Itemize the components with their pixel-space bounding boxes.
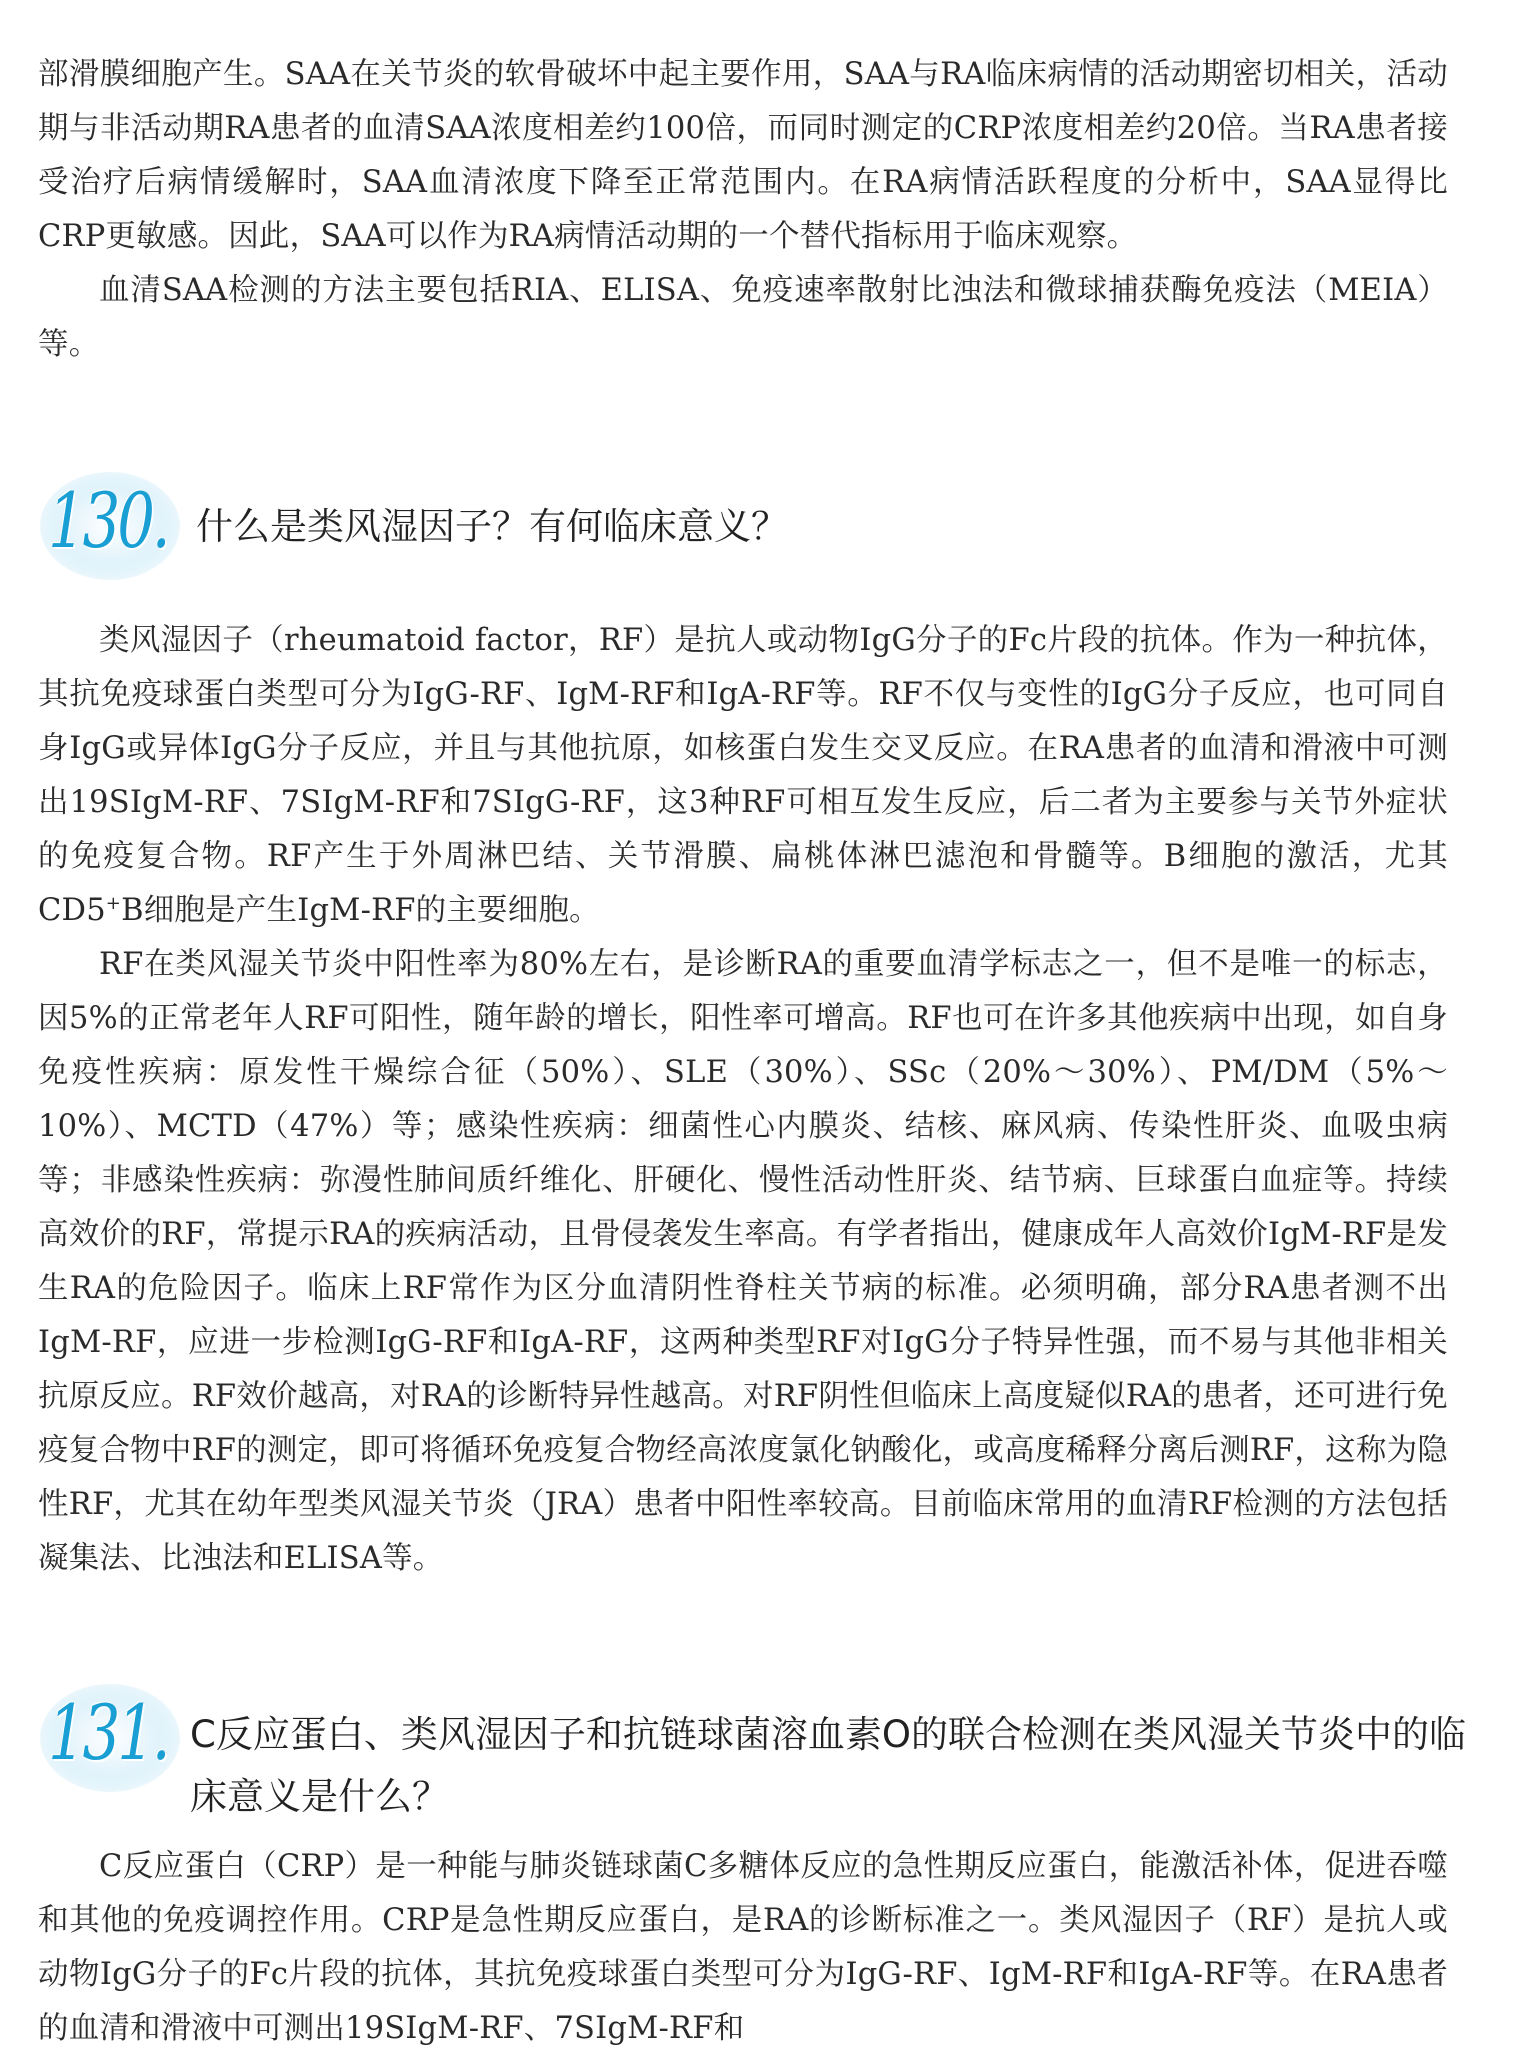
answer-130-section — [38, 614, 1448, 1586]
answer-130-text-a: 类风湿因子（rheumatoid factor，RF）是抗人或动物IgG分子的Fc片段的抗体。作为一种抗体，其抗免疫球蛋白类型可分为IgG-RF、IgM-RF和IgA-RF等。RF不仅与变性的IgG分子反应，也可同自身IgG或异体IgG分子反应，并且与其他抗原，如核蛋白发生交叉反应。在RA患者的血清和滑液中可测出19SIgM-RF、7SIgM-RF和7SIgG-RF，这3种RF可相互发生反应，后二者为主要参与关节外症状的免疫复合物。RF产生于外周淋巴结、关节滑膜、扁桃体淋巴滤泡和骨髓等。B细胞的激活，尤其CD5 — [38, 623, 1448, 928]
question-badge-icon — [38, 1680, 188, 1800]
question-130-heading — [38, 468, 1468, 598]
question-title: 什么是类风湿因子？有何临床意义？ — [196, 505, 788, 548]
answer-130-paragraph-2: RF在类风湿关节炎中阳性率为80%左右，是诊断RA的重要血清学标志之一，但不是唯一的标志，因5%的正常老年人RF可阳性，随年龄的增长，阳性率可增高。RF也可在许多其他疾病中出现，如自身免疫性疾病：原发性干燥综合征（50%）、SLE（30%）、SSc（20%～30%）、PM/DM（5%～10%）、MCTD（47%）等；感染性疾病：细菌性心内膜炎、结核、麻风病、传染性肝炎、血吸虫病等；非感染性疾病：弥漫性肺间质纤维化、肝硬化、慢性活动性肝炎、结节病、巨球蛋白血症等。持续高效价的RF，常提示RA的疾病活动，且骨侵袭发生率高。有学者指出，健康成年人高效价IgM-RF是发生RA的危险因子。临床上RF常作为区分血清阴性脊柱关节病的标准。必须明确，部分RA患者测不出IgM-RF，应进一步检测IgG-RF和IgA-RF，这两种类型RF对IgG分子特异性强，而不易与其他非相关抗原反应。RF效价越高，对RA的诊断特异性越高。对RF阴性但临床上高度疑似RA的患者，还可进行免疫复合物中RF的测定，即可将循环免疫复合物经高浓度氯化钠酸化，或高度稀释分离后测RF，这称为隐性RF，尤其在幼年型类风湿关节炎（JRA）患者中阳性率较高。目前临床常用的血清RF检测的方法包括凝集法、比浊法和ELISA等。 — [38, 947, 1448, 1576]
question-number: 130. — [48, 476, 168, 565]
answer-130-text-b: B细胞是产生IgM-RF的主要细胞。 — [121, 893, 600, 928]
intro-paragraph-1: 部滑膜细胞产生。SAA在关节炎的软骨破坏中起主要作用，SAA与RA临床病情的活动期密切相关，活动期与非活动期RA患者的血清SAA浓度相差约100倍，而同时测定的CRP浓度相差约20倍。当RA患者接受治疗后病情缓解时，SAA血清浓度下降至正常范围内。在RA病情活跃程度的分析中，SAA显得比CRP更敏感。因此，SAA可以作为RA病情活动期的一个替代指标用于临床观察。 — [38, 57, 1448, 254]
answer-130-paragraph-1 — [38, 614, 1448, 938]
question-number: 131. — [48, 1688, 168, 1777]
answer-131-paragraph-1: C反应蛋白（CRP）是一种能与肺炎链球菌C多糖体反应的急性期反应蛋白，能激活补体，促进吞噬和其他的免疫调控作用。CRP是急性期反应蛋白，是RA的诊断标准之一。类风湿因子（RF）是抗人或动物IgG分子的Fc片段的抗体，其抗免疫球蛋白类型可分为IgG-RF、IgM-RF和IgA-RF等。在RA患者的血清和滑液中可测出19SIgM-RF、7SIgM-RF和 — [38, 1849, 1448, 2046]
intro-paragraph-2: 血清SAA检测的方法主要包括RIA、ELISA、免疫速率散射比浊法和微球捕获酶免疫法（MEIA）等。 — [38, 273, 1448, 362]
question-badge-icon — [38, 468, 188, 588]
intro-section — [38, 48, 1448, 372]
question-131-heading — [38, 1680, 1468, 1818]
superscript-plus: + — [105, 892, 122, 914]
answer-131-section — [38, 1840, 1448, 2056]
question-title: C反应蛋白、类风湿因子和抗链球菌溶血素O的联合检测在类风湿关节炎中的临床意义是什么？ — [190, 1713, 1466, 1818]
